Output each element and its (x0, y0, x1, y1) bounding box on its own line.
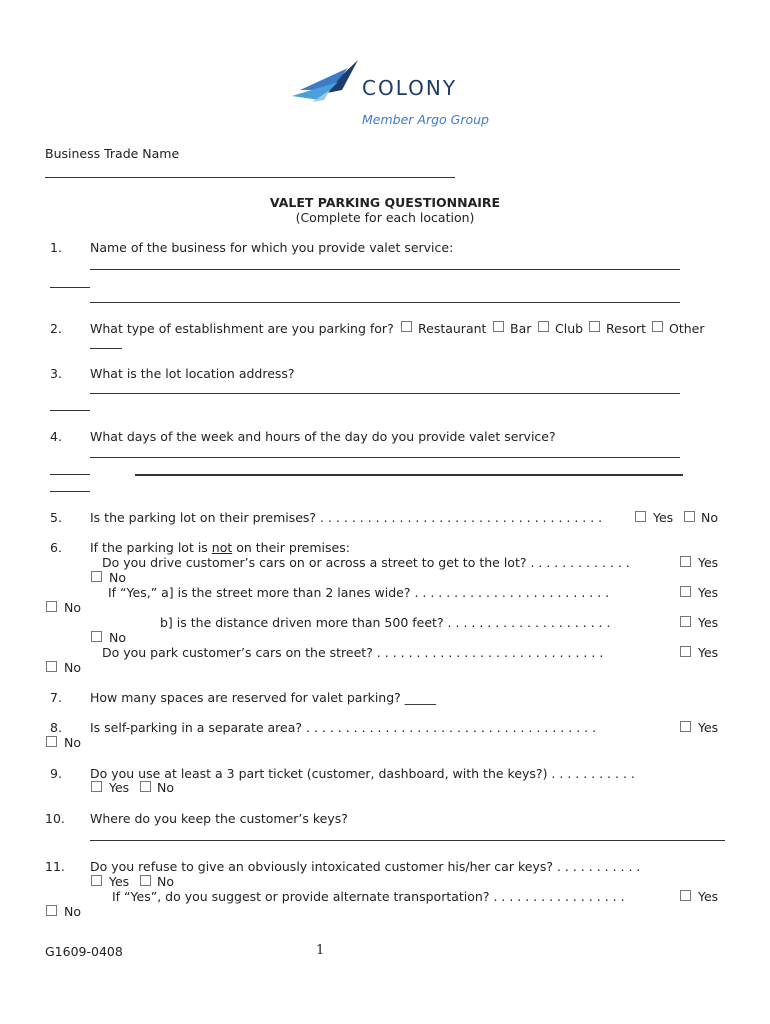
q11-no-checkbox[interactable] (140, 875, 151, 886)
q4-answer-line-2 (50, 474, 90, 475)
q11-sub-text: If “Yes”, do you suggest or provide alternate transportation? . . . . . . . . . . . . . . . . . (112, 889, 625, 904)
q11-sub-yes-checkbox[interactable] (680, 890, 691, 901)
q6b-yes-label: Yes (698, 585, 719, 600)
q6c-no-checkbox[interactable] (91, 631, 102, 642)
q6-text-post: on their premises: (232, 540, 350, 555)
q8-yes-checkbox[interactable] (680, 721, 691, 732)
logo-name: COLONY (362, 76, 458, 100)
q6d-no-label: No (64, 660, 81, 675)
q6-text (90, 540, 350, 555)
bar-label: Bar (510, 321, 532, 336)
q8-number: 8. (50, 720, 62, 735)
q6c-text: b] is the distance driven more than 500 feet? . . . . . . . . . . . . . . . . . . . . . (160, 615, 611, 630)
other-answer-line[interactable] (90, 348, 122, 349)
q9-yes-checkbox[interactable] (91, 781, 102, 792)
q5-no-checkbox[interactable] (684, 511, 695, 522)
q4-text: What days of the week and hours of the day do you provide valet service? (90, 429, 556, 444)
q5-yes-checkbox[interactable] (635, 511, 646, 522)
q10-number: 10. (45, 811, 65, 826)
q10-text: Where do you keep the customer’s keys? (90, 811, 348, 826)
q6a-yes-label: Yes (698, 555, 719, 570)
q3-number: 3. (50, 366, 62, 381)
q7-text: How many spaces are reserved for valet parking? _____ (90, 690, 437, 705)
q3-answer-line-2 (50, 410, 90, 411)
q9-no-checkbox[interactable] (140, 781, 151, 792)
q6-number: 6. (50, 540, 62, 555)
q1-answer-line-3[interactable] (90, 302, 680, 303)
q8-text: Is self-parking in a separate area? . . . . . . . . . . . . . . . . . . . . . . . . . . . . . . . . . . . . . (90, 720, 597, 735)
bar-checkbox[interactable] (493, 321, 504, 332)
business-trade-name-label: Business Trade Name (45, 146, 180, 161)
q6-text-pre: If the parking lot is (90, 540, 212, 555)
q9-number: 9. (50, 766, 62, 781)
q1-answer-line[interactable] (90, 269, 680, 270)
q6-text-under: not (211, 540, 233, 555)
q6d-yes-checkbox[interactable] (680, 646, 691, 657)
club-checkbox[interactable] (538, 321, 549, 332)
q1-text: Name of the business for which you provide valet service: (90, 240, 454, 255)
other-label: Other (669, 321, 705, 336)
q11-yes-label: Yes (109, 874, 130, 889)
q2-text: What type of establishment are you parking for? (90, 321, 394, 336)
q5-yes-label: Yes (653, 510, 674, 525)
q9-yes-label: Yes (109, 780, 130, 795)
colony-wing-logo-icon (290, 60, 360, 102)
club-label: Club (555, 321, 584, 336)
q6d-text: Do you park customer’s cars on the street? . . . . . . . . . . . . . . . . . . . . . . . . . . . . . (102, 645, 604, 660)
q6c-yes-label: Yes (698, 615, 719, 630)
q6a-text: Do you drive customer’s cars on or across a street to get to the lot? . . . . . . . . . . . . . (102, 555, 630, 570)
q6b-no-checkbox[interactable] (46, 601, 57, 612)
q11-number: 11. (45, 859, 65, 874)
q11-sub-no-checkbox[interactable] (46, 905, 57, 916)
resort-checkbox[interactable] (589, 321, 600, 332)
q4-answer-line[interactable] (90, 457, 680, 458)
restaurant-label: Restaurant (418, 321, 487, 336)
other-checkbox[interactable] (652, 321, 663, 332)
q6c-no-label: No (109, 630, 126, 645)
q6b-text: If “Yes,” a] is the street more than 2 lanes wide? . . . . . . . . . . . . . . . . . . . . . . . . . (108, 585, 610, 600)
q6d-yes-label: Yes (698, 645, 719, 660)
q8-no-label: No (64, 735, 81, 750)
page-number: 1 (316, 943, 325, 958)
q5-no-label: No (701, 510, 718, 525)
q11-yes-checkbox[interactable] (91, 875, 102, 886)
q6b-no-label: No (64, 600, 81, 615)
q1-answer-line-2 (50, 287, 90, 288)
q9-no-label: No (157, 780, 174, 795)
q7-number: 7. (50, 690, 62, 705)
q4-answer-line-4 (50, 491, 90, 492)
q9-text: Do you use at least a 3 part ticket (customer, dashboard, with the keys?) . . . . . . . . . . . (90, 766, 635, 781)
q6a-yes-checkbox[interactable] (680, 556, 691, 567)
q8-yes-label: Yes (698, 720, 719, 735)
q4-answer-line-3[interactable] (135, 474, 683, 476)
q3-answer-line[interactable] (90, 393, 680, 394)
q11-sub-yes-label: Yes (698, 889, 719, 904)
q10-answer-line[interactable] (90, 840, 725, 841)
resort-label: Resort (606, 321, 647, 336)
q6b-yes-checkbox[interactable] (680, 586, 691, 597)
q5-number: 5. (50, 510, 62, 525)
q3-text: What is the lot location address? (90, 366, 295, 381)
q6c-yes-checkbox[interactable] (680, 616, 691, 627)
restaurant-checkbox[interactable] (401, 321, 412, 332)
q6d-no-checkbox[interactable] (46, 661, 57, 672)
q2-number: 2. (50, 321, 62, 336)
form-code: G1609-0408 (45, 944, 123, 959)
q11-sub-no-label: No (64, 904, 81, 919)
q1-number: 1. (50, 240, 62, 255)
q11-text: Do you refuse to give an obviously intoxicated customer his/her car keys? . . . . . . . . . . . (90, 859, 641, 874)
page-subtitle: (Complete for each location) (295, 210, 475, 225)
q6a-no-checkbox[interactable] (91, 571, 102, 582)
business-trade-name-line[interactable] (45, 177, 455, 178)
logo-subtitle: Member Argo Group (362, 112, 489, 127)
q6a-no-label: No (109, 570, 126, 585)
page-title: VALET PARKING QUESTIONNAIRE (269, 195, 501, 210)
q5-text: Is the parking lot on their premises? . . . . . . . . . . . . . . . . . . . . . . . . . . . . . . . . . . . . (90, 510, 603, 525)
q4-number: 4. (50, 429, 62, 444)
q8-no-checkbox[interactable] (46, 736, 57, 747)
q11-no-label: No (157, 874, 174, 889)
